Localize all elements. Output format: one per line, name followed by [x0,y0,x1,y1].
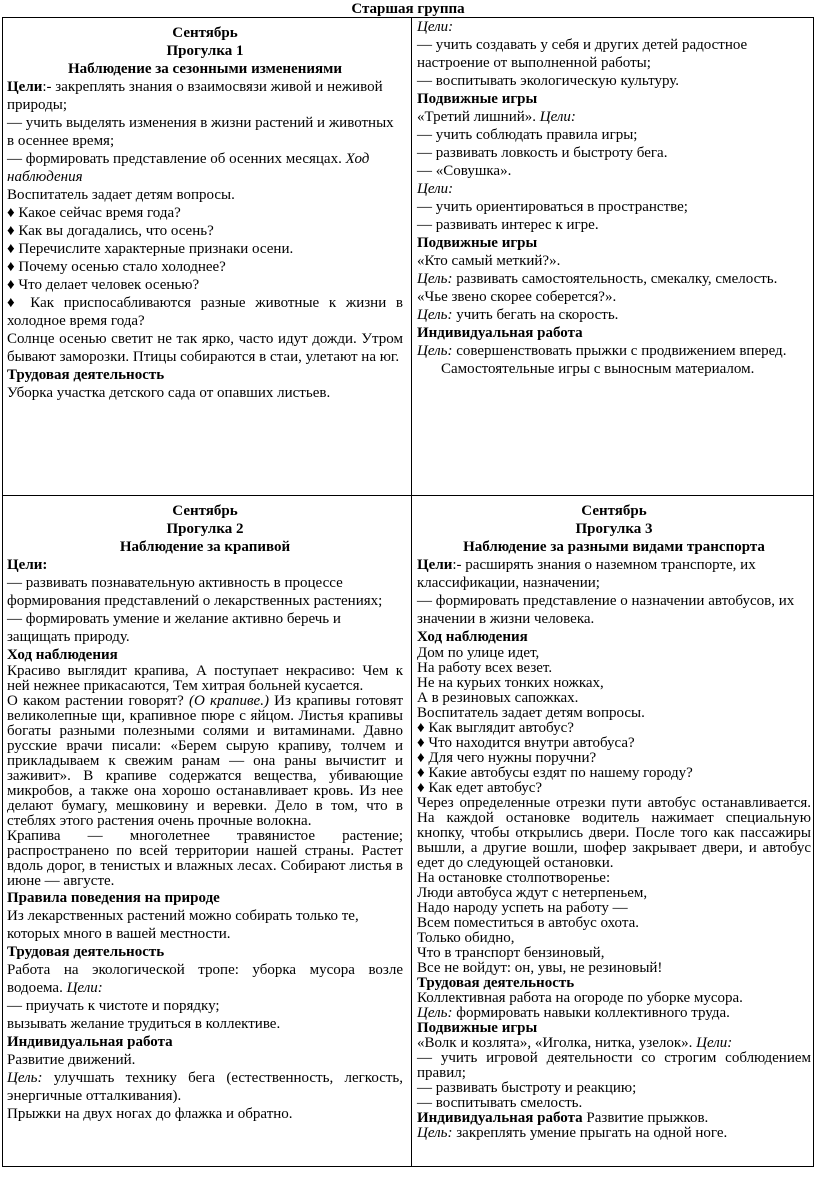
plan-table [2,17,814,1167]
question: ♦ Почему осенью стало холоднее? [7,258,403,276]
labor-text: Коллективная работа на огороде по уборке мусора. [417,990,743,1006]
poem-line: А в резиновых сапожках. [417,690,579,706]
section-heading: Индивидуальная работа [7,1034,173,1050]
question: ♦ Как вы догадались, что осень? [7,222,403,240]
poem-line: Только обидно, [417,930,515,946]
poem-line: Всем поместиться в автобус охота. [417,915,639,931]
question: ♦ Какие автобусы ездят по нашему городу? [417,766,811,781]
question: ♦ Что делает человек осенью? [7,276,403,294]
month: Сентябрь [172,503,238,519]
walk-number: Прогулка 3 [575,521,653,537]
poem-line: Что в транспорт бензиновый, [417,945,605,961]
goal: — учить игровой деятельности со строгим соблюдением правил; [417,1050,811,1081]
goals-label: Цели: [417,181,454,197]
individual-text: Индивидуальная работа Развитие прыжков. [417,1110,709,1126]
goal: вызывать желание трудиться в коллективе. [7,1016,281,1032]
intro-text: Воспитатель задает детям вопросы. [7,187,235,203]
goal: Цель: формировать навыки коллективного труда. [417,1005,730,1021]
goals: Цели:- закреплять знания о взаимосвязи живой и неживой природы; [7,79,383,113]
section-heading: Трудовая деятельность [7,367,165,383]
question: ♦ Как едет автобус? [417,781,811,796]
question: ♦ Перечислите характерные признаки осени. [7,240,403,258]
section-heading: Подвижные игры [417,91,538,107]
goal: — формировать представление о назначении автобусов, их значении в жизни человека. [417,593,795,627]
section-heading: Индивидуальная работа [417,325,583,341]
observation-text: О каком растении говорят? (О крапиве.) Из крапивы готовят великолепные щи, крапивное пюре с яйцом. Листья крапивы богаты разными полезными солями и витаминами. Давно русские врачи писали: «Берем сырую крапиву, толчем и прикладываем к свежим ранам — она раны вычистит и заживит». В крапиве содержатся вещества, убивающие микробов, а также она хорошо останавливает кровь. Из нее делают бумагу, мешковину и веревки. Дело в том, что в стеблях этого растения очень прочные волокна. [7,693,404,829]
month: Сентябрь [172,25,238,41]
page-title: Старшая группа [351,1,465,17]
goal: Цель: совершенствовать прыжки с продвижением вперед. [417,343,787,359]
topic: Наблюдение за крапивой [119,539,291,555]
section-heading: Подвижные игры [417,235,538,251]
topic: Наблюдение за разными видами транспорта [463,539,765,555]
intro-text: Воспитатель задает детям вопросы. [417,705,645,721]
goal: Цель: развивать самостоятельность, смекалку, смелость. «Чье звено скорее соберется?». [417,271,778,305]
month: Сентябрь [581,503,647,519]
observation-text: Солнце осенью светит не так ярко, часто идут дожди. Утром бывают заморозки. Птицы собираются в стаи, улетают на юг. [7,331,403,365]
goal: — формировать умение и желание активно беречь и защищать природу. [7,611,341,645]
section-heading: Ход наблюдения [417,629,528,645]
goal: — развивать познавательную активность в процессе формирования представлений о лекарственных растениях; [7,575,383,609]
individual-text: Прыжки на двух ногах до флажка и обратно. [7,1106,293,1122]
poem-intro: На остановке столпотворенье: [417,870,611,886]
labor-text: Уборка участка детского сада от опавших листьев. [7,385,331,401]
section-heading: Правила поведения на природе [7,890,220,906]
goal: — воспитывать смелость. [417,1095,583,1111]
goal: — формировать представление об осенних месяцах. Ход наблюдения [7,151,370,185]
observation-text: Крапива — многолетнее травянистое растение; распространено по всей территории нашей страны. Растет вдоль дорог, в тенистых и влажных лесах. Собирают листья в июне — августе. [7,828,403,889]
goal: — учить выделять изменения в жизни растений и животных в осеннее время; [7,115,394,149]
walk-2-cell [7,502,403,1123]
row-divider [3,495,813,496]
game: «Кто самый меткий?». [417,253,561,269]
poem-line: Не на курьих тонких ножках, [417,675,604,691]
games-text: «Волк и козлята», «Иголка, нитка, узелок». Цели: [417,1035,733,1051]
rules-text: Из лекарственных растений можно собирать только те, которых много в вашей местности. [7,908,359,942]
poem: Красиво выглядит крапива, А поступает некрасиво: Чем к ней нежнее прикасаются, Тем хитрая больней кусается. [7,663,403,694]
goal: Цель: закреплять умение прыгать на одной ноге. [417,1125,728,1141]
goals-label: Цели: [417,19,454,35]
goal: — учить ориентироваться в пространстве; [417,199,688,215]
question: ♦ Что находится внутри автобуса? [417,736,811,751]
question: ♦ Какое сейчас время года? [7,204,403,222]
goal: Цель: учить бегать на скорость. [417,307,619,323]
walk-number: Прогулка 1 [166,43,244,59]
walk-1-continued-cell [417,18,811,378]
poem-line: Все не войдут: он, увы, не резиновый! [417,960,663,976]
column-divider [411,18,412,1166]
goals-label: Цели: [7,557,48,573]
goal: — воспитывать экологическую культуру. [417,73,680,89]
section-heading: Трудовая деятельность [7,944,165,960]
poem-line: На работу всех везет. [417,660,553,676]
topic: Наблюдение за сезонными изменениями [68,61,342,77]
goals: Цели:- расширять знания о наземном транспорте, их классификации, назначении; [417,557,756,591]
walk-number: Прогулка 2 [166,521,244,537]
labor-text: Работа на экологической тропе: уборка мусора возле водоема. Цели: [7,962,403,996]
observation-text: Через определенные отрезки пути автобус останавливается. На каждой остановке водитель нажимает специальную кнопку, чтобы открылись двери. После того как пассажиры вышли, а другие вошли, шофер закрывает двери, и автобус едет до следующей остановки. [417,795,811,871]
poem-line: Надо народу успеть на работу — [417,900,628,916]
section-heading: Трудовая деятельность [417,975,575,991]
game: «Третий лишний». Цели: [417,109,576,125]
walk-3-cell [417,502,811,1141]
question: ♦ Как приспосабливаются разные животные к жизни в холодное время года? [7,294,403,330]
poem-line: Люди автобуса ждут с нетерпеньем, [417,885,648,901]
goal: Цель: улучшать технику бега (естественность, легкость, энергичные отталкивания). [7,1070,404,1104]
goal: — развивать интерес к игре. [417,217,599,233]
goal: — приучать к чистоте и порядку; [7,998,220,1014]
goal: — учить соблюдать правила игры; [417,127,638,143]
goal: — развивать быстроту и реакцию; [417,1080,637,1096]
individual-text: Развитие движений. [7,1052,136,1068]
poem-line: Дом по улице идет, [417,645,540,661]
section-heading: Подвижные игры [417,1020,538,1036]
free-play-text: Самостоятельные игры с выносным материалом. [441,361,755,377]
goal: — развивать ловкость и быстроту бега. [417,145,668,161]
section-heading: Ход наблюдения [7,647,118,663]
walk-1-cell [7,24,403,402]
question: ♦ Как выглядит автобус? [417,721,811,736]
goal: — учить создавать у себя и других детей радостное настроение от выполненной работы; [417,37,748,71]
question: ♦ Для чего нужны поручни? [417,751,811,766]
game: — «Совушка». [417,163,512,179]
